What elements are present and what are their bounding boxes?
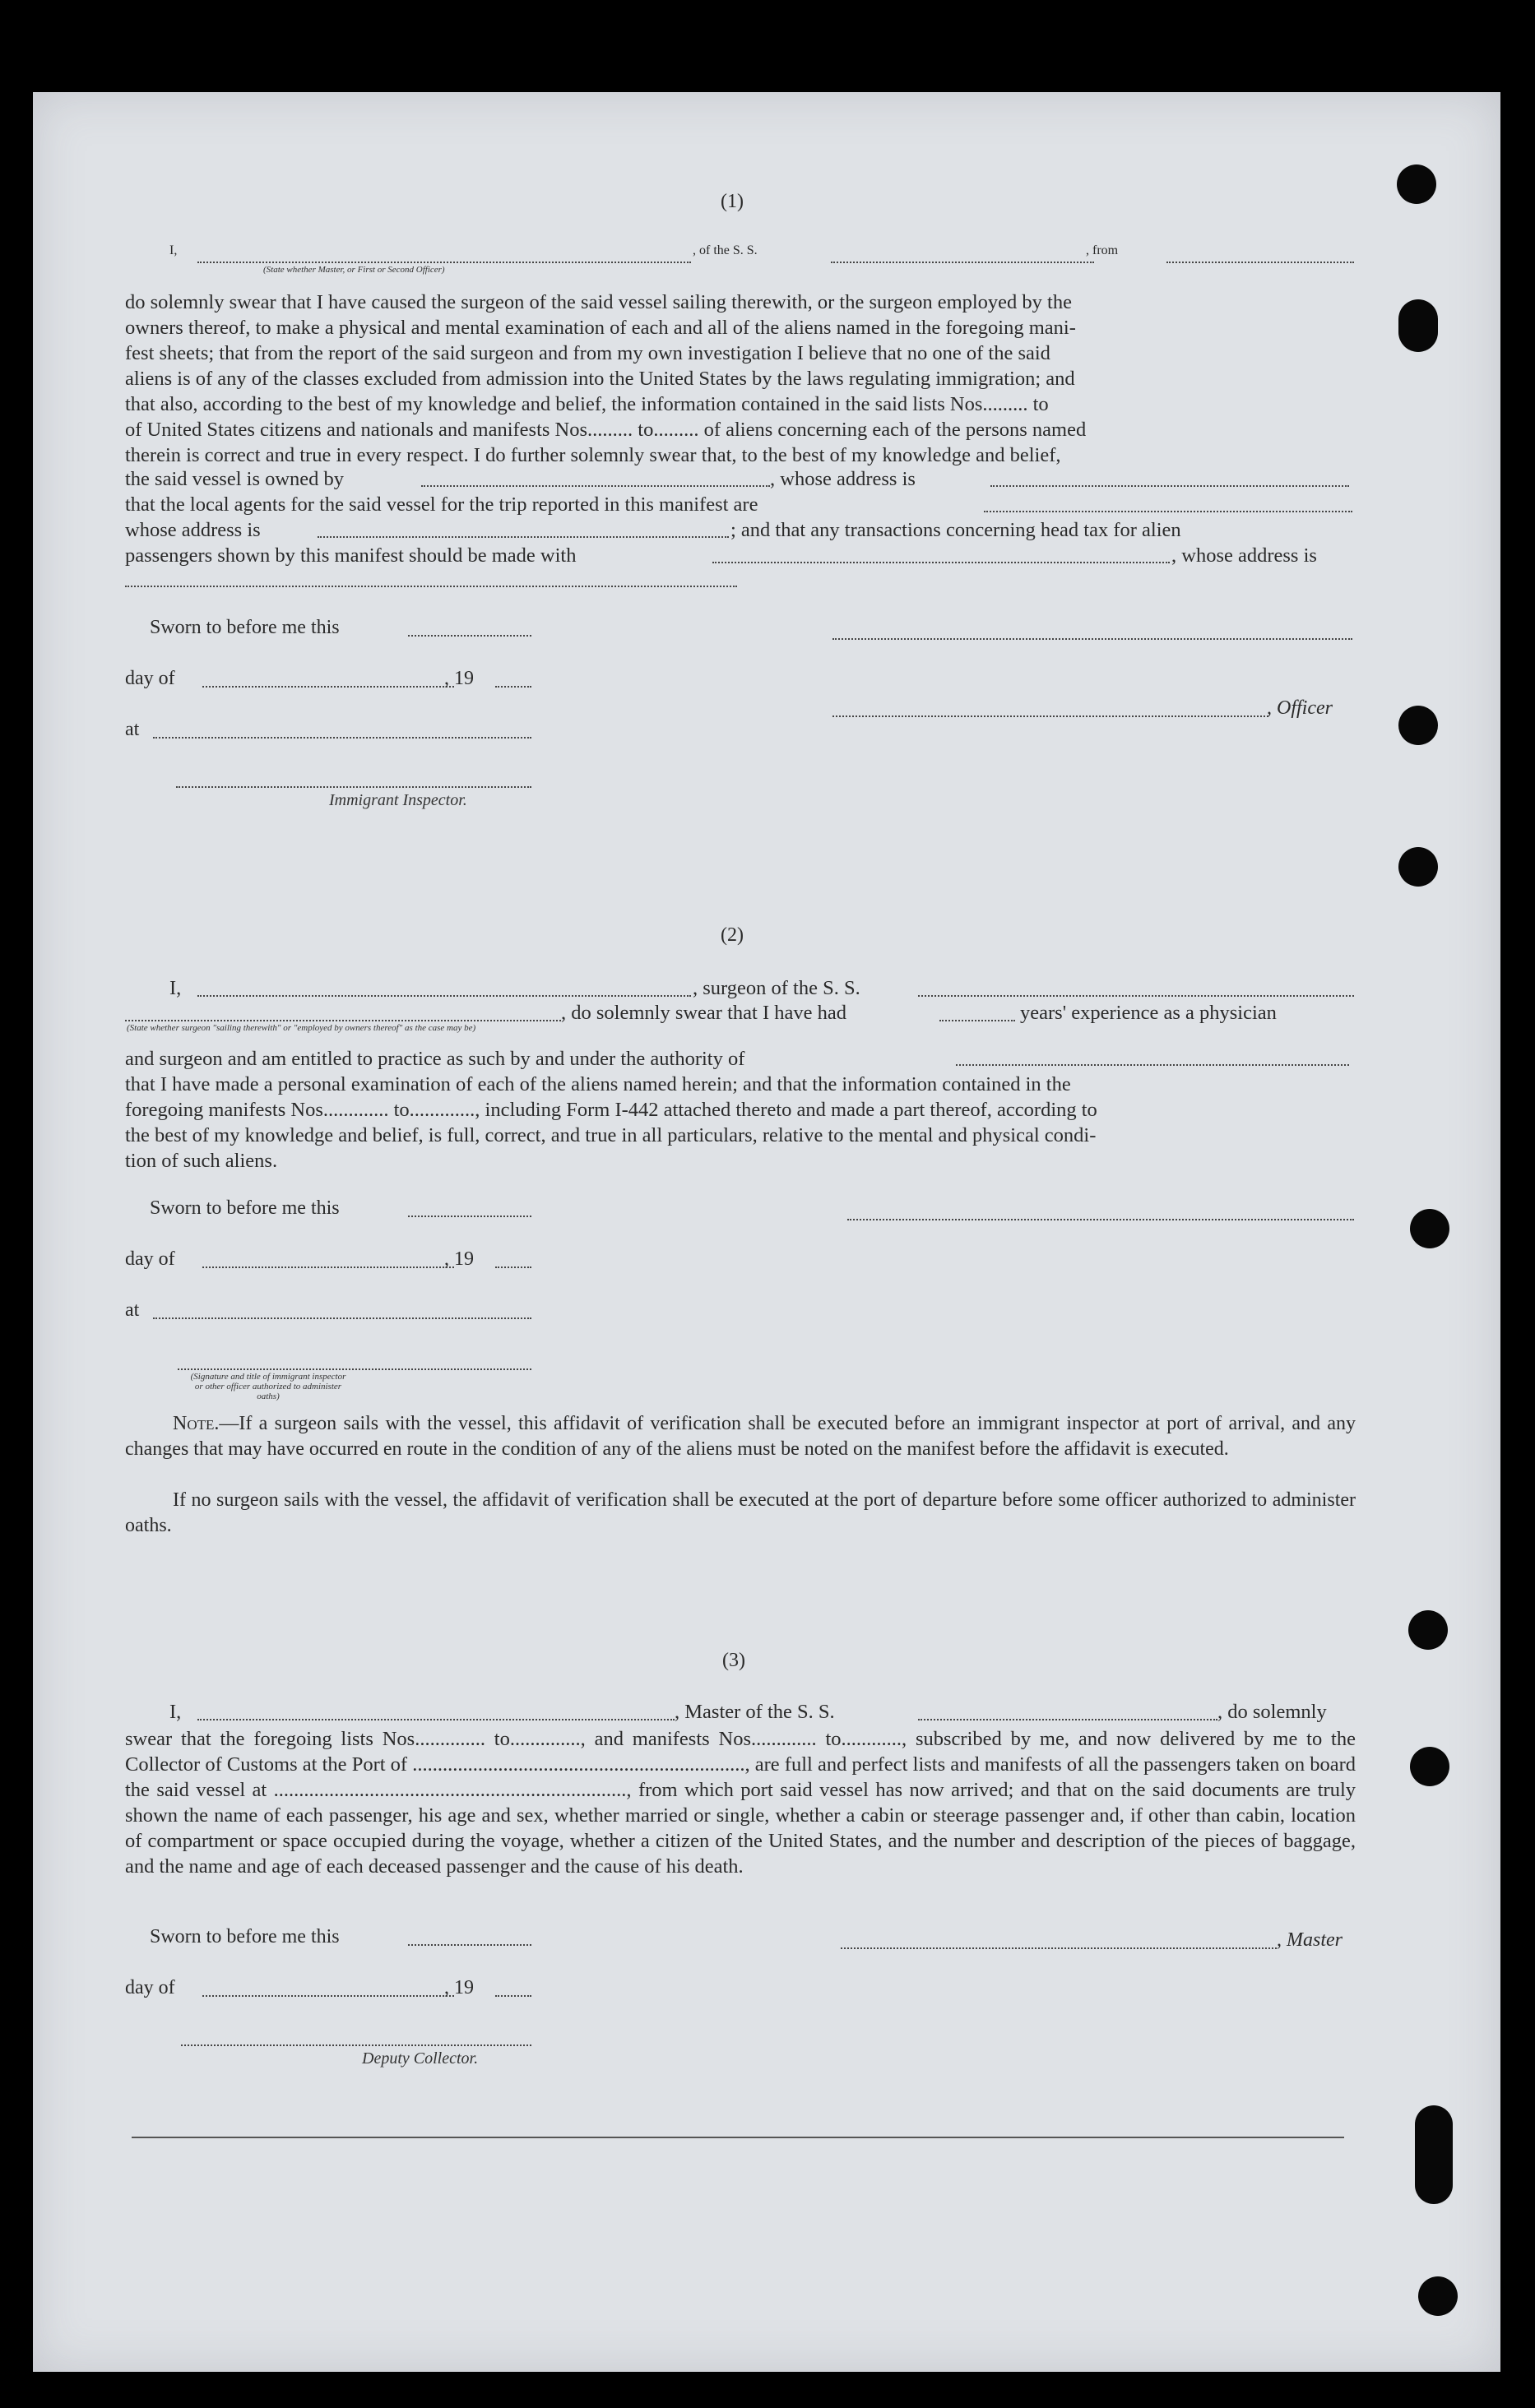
body-line: fest sheets; that from the report of the said surgeon and from my own investigation I believe that no one of the said	[125, 342, 1050, 364]
master-label: , Master	[1277, 1929, 1343, 1951]
year-label: , 19	[444, 1248, 474, 1270]
binder-hole	[1398, 706, 1438, 745]
blank-field	[408, 1216, 531, 1217]
line-text: passengers shown by this manifest should be made with	[125, 544, 577, 567]
binder-hole	[1418, 2276, 1458, 2316]
blank-field	[125, 586, 737, 587]
sworn-label: Sworn to before me this	[150, 1197, 340, 1219]
body-text: and surgeon and am entitled to practice as such by and under the authority of	[125, 1048, 745, 1070]
signature-line	[847, 1219, 1354, 1220]
body-line: do solemnly swear that I have caused the surgeon of the said vessel sailing therewith, or the surgeon employed by the	[125, 291, 1072, 313]
line-text: , of the S. S.	[693, 243, 758, 257]
affidavit-body: swear that the foregoing lists Nos.............. to.............., and manifests Nos............. to............, subscribed by me, and now delivered by me to the Collector of Customs at the Port of .................................................................., are full and perfect lists and manifests of all the passengers taken on board the said vessel at ......................................................................, from which port said vessel has now arrived; and that on the said documents are truly shown the name of each passenger, his age and sex, whether married or single, whether a cabin or steerage passenger and, if other than cabin, location of compartment or space occupied during the voyage, whether a citizen of the United States, and the number and description of the pieces of baggage, and the name and age of each deceased passenger and the cause of his death.	[125, 1728, 1356, 1878]
blank-field	[197, 1719, 675, 1720]
blank-field	[918, 1719, 1217, 1720]
body-line: owners thereof, to make a physical and mental examination of each and all of the aliens named in the foregoing mani-	[125, 317, 1076, 339]
blank-field	[956, 1064, 1349, 1066]
line-text: ; and that any transactions concerning head tax for alien	[730, 519, 1181, 541]
binder-hole	[1415, 2105, 1453, 2204]
section-number: (1)	[721, 191, 744, 212]
body-line: that also, according to the best of my knowledge and belief, the information contained in the said lists Nos......... to	[125, 393, 1049, 415]
blank-field	[202, 1995, 454, 1997]
binder-hole	[1398, 299, 1438, 352]
binder-hole	[1398, 847, 1438, 887]
body-line: that I have made a personal examination of each of the aliens named herein; and that the information contained in the	[125, 1073, 1071, 1095]
line-text: , from	[1086, 243, 1119, 257]
binder-hole	[1410, 1209, 1449, 1248]
line-text: years' experience as a physician	[1020, 1002, 1277, 1024]
line-text: , whose address is	[770, 468, 916, 490]
blank-field	[153, 737, 531, 739]
blank-field	[712, 562, 1170, 563]
blank-field	[318, 536, 729, 538]
line-text: , Master of the S. S.	[675, 1701, 835, 1723]
blank-field	[202, 686, 454, 688]
body-line: of United States citizens and nationals and manifests Nos......... to......... of aliens concerning each of the persons named	[125, 419, 1087, 441]
blank-field	[495, 686, 531, 688]
at-label: at	[125, 1299, 140, 1321]
blank-field	[197, 995, 691, 997]
body-line: tion of such aliens.	[125, 1150, 278, 1172]
affidavit-body	[125, 289, 1356, 468]
field-note: (State whether Master, or First or Second Officer)	[263, 265, 445, 275]
body-line: foregoing manifests Nos............. to............., including Form I-442 attached thereto and made a part thereof, according to	[125, 1099, 1097, 1121]
at-label: at	[125, 719, 140, 740]
section-number: (3)	[722, 1650, 745, 1671]
body-line: the best of my knowledge and belief, is full, correct, and true in all particulars, relative to the mental and physical condi-	[125, 1124, 1097, 1146]
line-text: I,	[169, 243, 178, 257]
body-line: aliens is of any of the classes excluded from admission into the United States by the laws regulating immigration; and	[125, 368, 1075, 390]
signature-line	[832, 715, 1268, 717]
note-label: Note.	[173, 1413, 220, 1434]
binder-hole	[1397, 164, 1436, 204]
note-paragraph	[125, 1411, 1356, 1462]
signature-line	[181, 2044, 531, 2046]
blank-field	[939, 1020, 1015, 1021]
signature-line	[176, 786, 531, 788]
line-text: , whose address is	[1171, 544, 1317, 567]
blank-field	[495, 1267, 531, 1268]
blank-field	[1166, 262, 1354, 263]
year-label: , 19	[444, 1977, 474, 1998]
sworn-label: Sworn to before me this	[150, 1926, 340, 1947]
collector-label: Deputy Collector.	[362, 2049, 479, 2068]
day-label: day of	[125, 1977, 175, 1998]
blank-field	[125, 1020, 561, 1021]
blank-field	[421, 485, 770, 487]
line-text: the said vessel is owned by	[125, 468, 345, 490]
line-text: that the local agents for the said vessel for the trip reported in this manifest are	[125, 493, 758, 516]
blank-field	[918, 995, 1354, 997]
signature-line	[841, 1947, 1277, 1949]
binder-hole	[1408, 1610, 1448, 1650]
line-text: , do solemnly	[1217, 1701, 1327, 1723]
signature-note: (Signature and title of immigrant inspector or other officer authorized to administer oaths)	[190, 1372, 346, 1401]
blank-field	[495, 1995, 531, 1997]
blank-field	[831, 262, 1094, 263]
field-note: (State whether surgeon "sailing therewith" or "employed by owners thereof" as the case may be)	[127, 1023, 476, 1033]
blank-field	[408, 635, 531, 637]
blank-field	[990, 485, 1349, 487]
line-text: I,	[169, 977, 182, 999]
line-text: , surgeon of the S. S.	[693, 977, 860, 999]
blank-field	[408, 1944, 531, 1946]
body-line	[125, 1046, 1356, 1072]
officer-label: , Officer	[1267, 697, 1333, 719]
blank-field	[984, 511, 1352, 512]
day-label: day of	[125, 668, 175, 689]
binder-hole	[1410, 1747, 1449, 1786]
signature-line	[832, 638, 1352, 640]
line-text: I,	[169, 1701, 182, 1723]
year-label: , 19	[444, 668, 474, 689]
note-paragraph-2: If no surgeon sails with the vessel, the affidavit of verification shall be executed at the port of departure before some officer authorized to administer oaths.	[125, 1489, 1356, 1536]
blank-field	[202, 1267, 454, 1268]
body-line: therein is correct and true in every respect. I do further solemnly swear that, to the best of my knowledge and belief,	[125, 444, 1061, 466]
sworn-label: Sworn to before me this	[150, 617, 340, 638]
blank-field	[197, 262, 691, 263]
line-text: , do solemnly swear that I have had	[561, 1002, 846, 1024]
section-number: (2)	[721, 924, 744, 946]
line-text: whose address is	[125, 519, 261, 541]
footer-rule	[132, 2137, 1344, 2138]
note-text: —If a surgeon sails with the vessel, this affidavit of verification shall be executed before an immigrant inspector at port of arrival, and any changes that may have occurred en route in the condition of any of the aliens must be noted on the manifest before the affidavit is executed.	[125, 1413, 1356, 1460]
signature-line	[178, 1368, 531, 1370]
blank-field	[153, 1317, 531, 1319]
day-label: day of	[125, 1248, 175, 1270]
inspector-label: Immigrant Inspector.	[329, 791, 467, 809]
